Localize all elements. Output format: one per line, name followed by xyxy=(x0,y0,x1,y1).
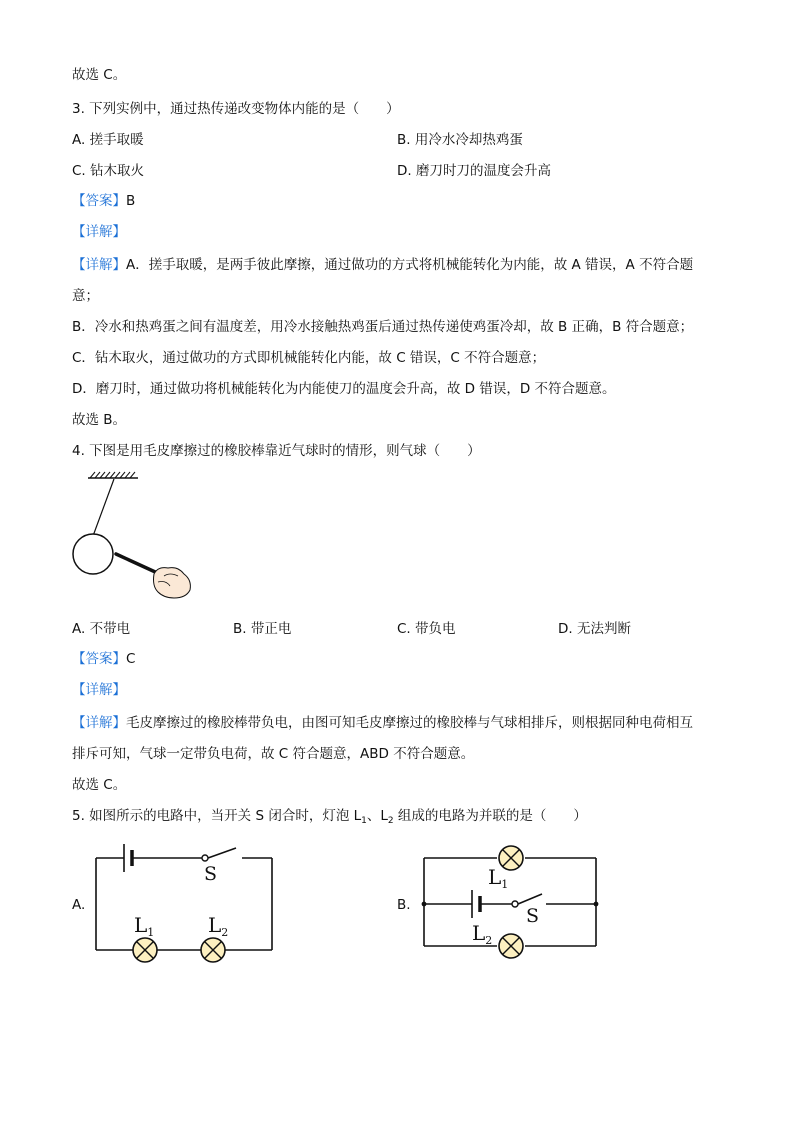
q3-option-b: B. 用冷水冷却热鸡蛋 xyxy=(397,132,523,148)
lamp-l2-icon xyxy=(201,938,225,962)
circuit-a xyxy=(90,838,280,968)
q3-option-a: A. 搓手取暖 xyxy=(72,132,144,148)
lamp-l2-icon xyxy=(499,934,523,958)
q3-answer: 【答案】B xyxy=(72,193,136,209)
q4-conclusion: 故选 C。 xyxy=(72,777,127,793)
q3-detail-a: 【详解】A．搓手取暖，是两手彼此摩擦，通过做功的方式将机械能转化为内能，故 A 错误，A 不符合题 xyxy=(72,257,694,273)
switch-label: S xyxy=(204,863,218,885)
lamp-l1-label: $L_1$ xyxy=(134,913,155,939)
lamp-l1-icon xyxy=(499,846,523,870)
lamp-l1-label: $L_1$ xyxy=(488,865,509,891)
q5-option-b-label: B. xyxy=(397,897,411,913)
q4-option-d: D. 无法判断 xyxy=(558,621,631,637)
circuit-b xyxy=(418,838,608,968)
prev-conclusion: 故选 C。 xyxy=(72,67,127,83)
q4-option-b: B. 带正电 xyxy=(233,621,292,637)
lamp-l2-label: $L_2$ xyxy=(208,913,229,939)
q3-detail-c: C．钻木取火，通过做功的方式即机械能转化内能，故 C 错误，C 不符合题意； xyxy=(72,350,546,366)
q3-conclusion: 故选 B。 xyxy=(72,412,127,428)
q4-option-c: C. 带负电 xyxy=(397,621,456,637)
q3-option-d: D. 磨刀时刀的温度会升高 xyxy=(397,163,551,179)
question-4-stem: 4. 下图是用毛皮摩擦过的橡胶棒靠近气球时的情形，则气球（ ） xyxy=(72,443,481,459)
balloon xyxy=(73,534,113,574)
switch-contact xyxy=(202,855,208,861)
q4-detail: 【详解】毛皮摩擦过的橡胶棒带负电，由图可知毛皮摩擦过的橡胶棒与气球相排斥，则根据同种电荷相互 xyxy=(72,715,693,731)
question-5-stem: 5. 如图所示的电路中，当开关 S 闭合时，灯泡 $L_1$、$L_2$ 组成的电路为并联的是（ ） xyxy=(72,808,587,826)
switch-contact xyxy=(512,901,518,907)
q4-answer: 【答案】C xyxy=(72,651,136,667)
balloon-figure xyxy=(66,470,206,610)
lamp-l2-label: $L_2$ xyxy=(472,921,493,947)
q5-option-a-label: A. xyxy=(72,897,86,913)
q3-detail-b: B．冷水和热鸡蛋之间有温度差，用冷水接触热鸡蛋后通过热传递使鸡蛋冷却，故 B 正确，B 符合题意； xyxy=(72,319,694,335)
q4-option-a: A. 不带电 xyxy=(72,621,131,637)
q4-detail-cont: 排斥可知，气球一定带负电荷，故 C 符合题意，ABD 不符合题意。 xyxy=(72,746,475,762)
q4-detail-heading: 【详解】 xyxy=(72,682,126,698)
lamp-l1-icon xyxy=(133,938,157,962)
q3-detail-d: D．磨刀时，通过做功将机械能转化为内能使刀的温度会升高，故 D 错误，D 不符合题意。 xyxy=(72,381,616,397)
q3-detail-a-cont: 意； xyxy=(72,288,99,304)
hand-icon xyxy=(154,568,191,598)
q3-option-c: C. 钻木取火 xyxy=(72,163,145,179)
switch-label: S xyxy=(526,905,540,927)
q3-detail-heading: 【详解】 xyxy=(72,224,126,240)
question-3-stem: 3. 下列实例中，通过热传递改变物体内能的是（ ） xyxy=(72,101,400,117)
